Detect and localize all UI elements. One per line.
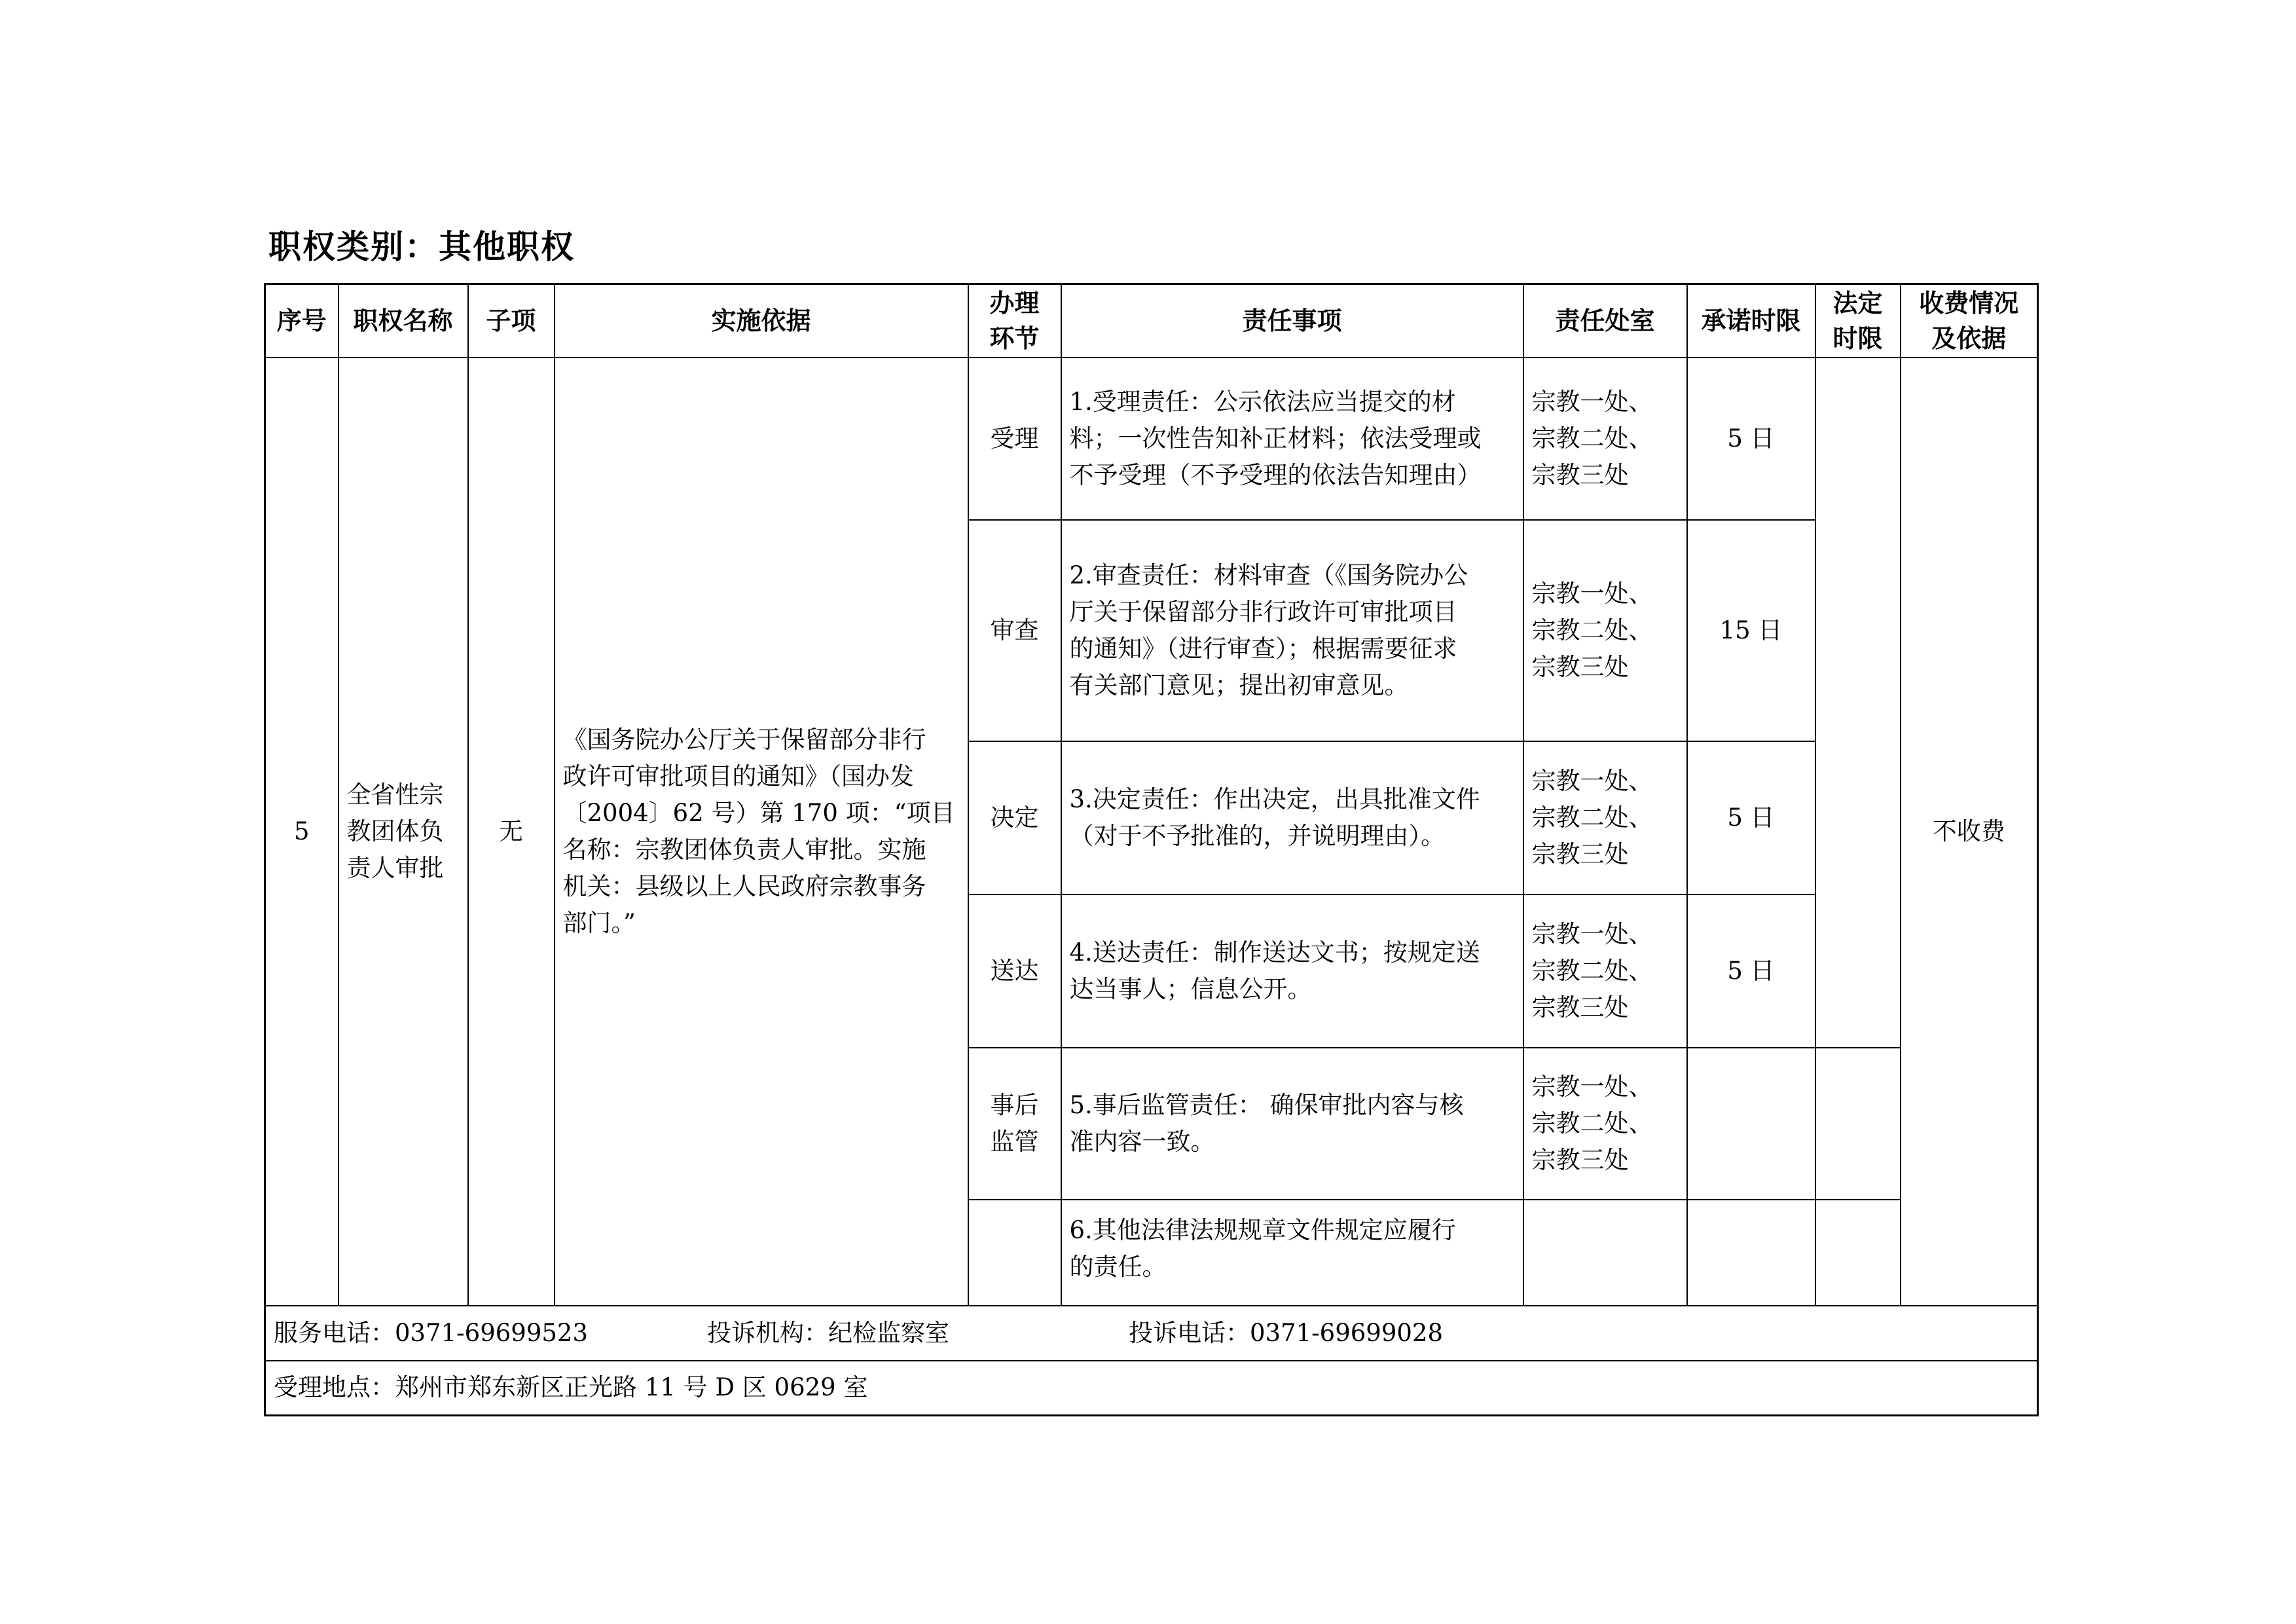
step-duty: 3.决定责任：作出决定，出具批准文件 （对于不予批准的，并说明理由）。 [1061,741,1523,895]
header-name: 职权名称 [338,284,468,358]
complaint-phone: 投诉电话：0371-69699028 [1129,1318,1443,1347]
record-seq: 5 [265,358,338,1306]
legal-limit-cell [1815,358,1901,1048]
header-dept: 责任处室 [1523,284,1687,358]
step-promise [1687,1200,1815,1306]
step-dept: 宗教一处、 宗教二处、 宗教三处 [1523,895,1687,1048]
step-promise: 15 日 [1687,520,1815,741]
step-duty: 4.送达责任：制作送达文书；按规定送 达当事人；信息公开。 [1061,895,1523,1048]
header-basis: 实施依据 [555,284,968,358]
step-dept: 宗教一处、 宗教二处、 宗教三处 [1523,741,1687,895]
legal-limit-cell [1815,1048,1901,1200]
step-dept: 宗教一处、 宗教二处、 宗教三处 [1523,358,1687,520]
step-stage: 事后 监管 [968,1048,1061,1200]
header-fee: 收费情况 及依据 [1901,284,2038,358]
step-promise: 5 日 [1687,358,1815,520]
header-stage: 办理 环节 [968,284,1061,358]
step-promise [1687,1048,1815,1200]
step-duty: 5.事后监管责任： 确保审批内容与核 准内容一致。 [1061,1048,1523,1200]
footer-contact-row [265,1306,2038,1361]
header-sub: 子项 [468,284,555,358]
step-promise: 5 日 [1687,895,1815,1048]
record-name: 全省性宗 教团体负 责人审批 [338,358,468,1306]
address: 受理地点：郑州市郑东新区正光路 11 号 D 区 0629 室 [265,1361,2038,1416]
page-heading: 职权类别：其他职权 [268,228,575,266]
step-promise: 5 日 [1687,741,1815,895]
step-duty: 1.受理责任：公示依法应当提交的材 料；一次性告知补正材料；依法受理或 不予受理（不予受理的依法告知理由） [1061,358,1523,520]
legal-limit-cell [1815,1200,1901,1306]
step-stage: 决定 [968,741,1061,895]
header-legal: 法定 时限 [1815,284,1901,358]
step-stage: 审查 [968,520,1061,741]
footer-address-row [265,1361,2038,1416]
complaint-org: 投诉机构：纪检监察室 [707,1318,949,1347]
record-sub: 无 [468,358,555,1306]
step-stage [968,1200,1061,1306]
authority-table [264,283,2039,1416]
service-phone: 服务电话：0371-69699523 [274,1318,588,1347]
header-duty: 责任事项 [1061,284,1523,358]
table-row [265,358,2038,520]
step-dept: 宗教一处、 宗教二处、 宗教三处 [1523,1048,1687,1200]
header-row [265,284,2038,358]
step-duty: 6.其他法律法规规章文件规定应履行 的责任。 [1061,1200,1523,1306]
step-dept [1523,1200,1687,1306]
step-dept: 宗教一处、 宗教二处、 宗教三处 [1523,520,1687,741]
step-stage: 送达 [968,895,1061,1048]
record-basis: 《国务院办公厅关于保留部分非行 政许可审批项目的通知》（国办发 〔2004〕62 号）第 170 项：“项目 名称：宗教团体负责人审批。实施 机关：县级以上人民政府宗教事务 部门。” [555,358,968,1306]
header-seq: 序号 [265,284,338,358]
step-stage: 受理 [968,358,1061,520]
header-promise: 承诺时限 [1687,284,1815,358]
record-fee: 不收费 [1901,358,2038,1306]
step-duty: 2.审查责任：材料审查（《国务院办公 厅关于保留部分非行政许可审批项目 的通知》（进行审查）；根据需要征求 有关部门意见；提出初审意见。 [1061,520,1523,741]
